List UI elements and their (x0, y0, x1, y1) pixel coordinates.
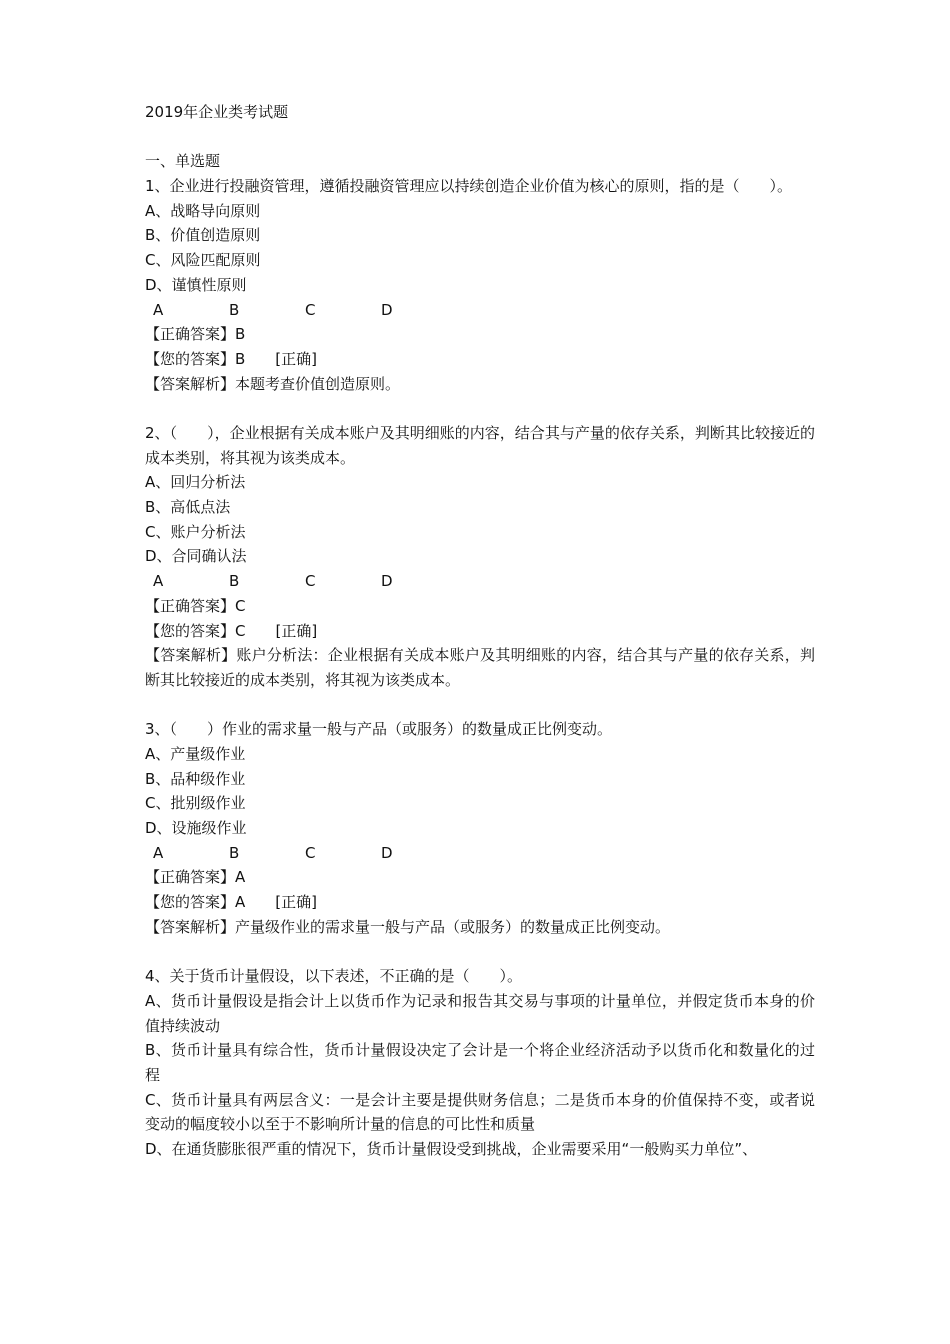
choice-row (145, 569, 815, 594)
option-d: D、合同确认法 (145, 547, 247, 566)
choice-row (145, 298, 815, 323)
correct-answer: 【正确答案】C (145, 596, 246, 615)
choice-a[interactable]: A (153, 843, 164, 862)
option-c: C、账户分析法 (145, 522, 246, 541)
result-mark: [正确] (275, 349, 318, 368)
option-d: D、设施级作业 (145, 819, 247, 838)
your-answer: 【您的答案】A (145, 893, 246, 912)
correct-answer: 【正确答案】A (145, 868, 246, 887)
choice-c[interactable]: C (305, 572, 316, 591)
choice-b[interactable]: B (229, 300, 240, 319)
answer-analysis: 【答案解析】产量级作业的需求量一般与产品（或服务）的数量成正比例变动。 (145, 917, 671, 936)
section-heading: 一、单选题 (145, 152, 221, 171)
option-c: C、风险匹配原则 (145, 251, 261, 270)
choice-row (145, 841, 815, 866)
choice-c[interactable]: C (305, 300, 316, 319)
option-c: C、批别级作业 (145, 794, 246, 813)
choice-a[interactable]: A (153, 300, 164, 319)
option-d: D、谨慎性原则 (145, 275, 247, 294)
option-b: B、价值创造原则 (145, 226, 261, 245)
question-2 (145, 421, 815, 693)
correct-answer: 【正确答案】B (145, 325, 246, 344)
option-a: A、回归分析法 (145, 473, 246, 492)
choice-b[interactable]: B (229, 843, 240, 862)
choice-b[interactable]: B (229, 572, 240, 591)
your-answer: 【您的答案】C (145, 621, 246, 640)
your-answer-row (145, 619, 815, 644)
choice-a[interactable]: A (153, 572, 164, 591)
choice-d[interactable]: D (381, 572, 393, 591)
option-a: A、产量级作业 (145, 744, 246, 763)
your-answer-row (145, 347, 815, 372)
answer-analysis: 【答案解析】本题考查价值创造原则。 (145, 374, 401, 393)
your-answer: 【您的答案】B (145, 349, 246, 368)
option-a: A、货币计量假设是指会计上以货币作为记录和报告其交易与事项的计量单位，并假定货币本身的价值持续波动 (145, 991, 815, 1035)
choice-c[interactable]: C (305, 843, 316, 862)
answer-analysis: 【答案解析】账户分析法：企业根据有关成本账户及其明细账的内容，结合其与产量的依存关系，判断其比较接近的成本类别，将其视为该类成本。 (145, 646, 815, 689)
question-stem: 2、（ ），企业根据有关成本账户及其明细账的内容，结合其与产量的依存关系，判断其比较接近的成本类别，将其视为该类成本。 (145, 423, 815, 467)
option-b: B、货币计量具有综合性，货币计量假设决定了会计是一个将企业经济活动予以货币化和数量化的过程 (145, 1041, 815, 1084)
question-3 (145, 717, 815, 939)
question-stem: 3、（ ）作业的需求量一般与产品（或服务）的数量成正比例变动。 (145, 720, 613, 739)
result-mark: [正确] (275, 621, 318, 640)
question-4 (145, 964, 815, 1162)
question-stem: 1、企业进行投融资管理，遵循投融资管理应以持续创造企业价值为核心的原则，指的是（ ）。 (145, 177, 793, 196)
option-b: B、高低点法 (145, 498, 231, 517)
question-1 (145, 174, 815, 396)
choice-d[interactable]: D (381, 843, 393, 862)
document-page (145, 100, 815, 1162)
option-b: B、品种级作业 (145, 769, 246, 788)
question-stem: 4、关于货币计量假设，以下表述，不正确的是（ ）。 (145, 967, 523, 986)
option-c: C、货币计量具有两层含义：一是会计主要是提供财务信息；二是货币本身的价值保持不变，或者说变动的幅度较小以至于不影响所计量的信息的可比性和质量 (145, 1090, 815, 1134)
result-mark: [正确] (275, 893, 317, 912)
document-title: 2019年企业类考试题 (145, 103, 289, 121)
option-d: D、在通货膨胀很严重的情况下，货币计量假设受到挑战，企业需要采用“一般购买力单位”、 (145, 1140, 758, 1159)
option-a: A、战略导向原则 (145, 201, 261, 220)
your-answer-row (145, 890, 815, 915)
choice-d[interactable]: D (381, 300, 393, 319)
